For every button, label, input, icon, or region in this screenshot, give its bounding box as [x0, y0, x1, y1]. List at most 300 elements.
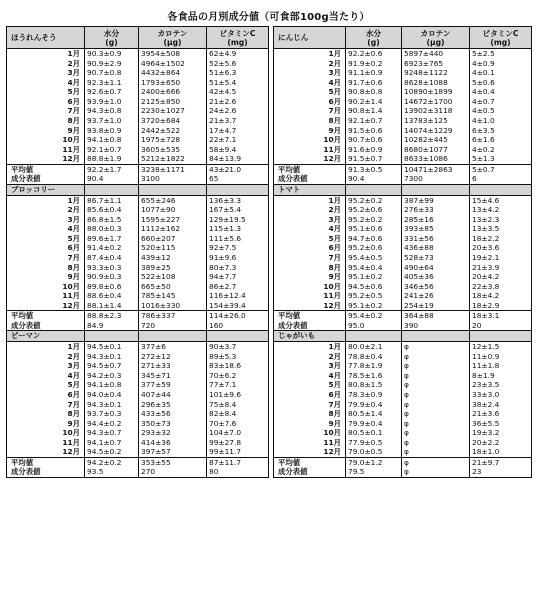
- table-cell: 24±2.6: [207, 106, 269, 116]
- composition-cell: 23: [470, 467, 532, 477]
- food-header-row: [7, 331, 269, 342]
- table-cell: 91.7±0.6: [346, 78, 402, 88]
- month-label: 2月: [67, 351, 80, 361]
- table-cell: 92.1±0.7: [85, 145, 139, 155]
- table-row: [274, 409, 532, 419]
- table-cell: 11±0.9: [470, 352, 532, 362]
- table-row: [274, 49, 532, 59]
- table-cell: 393±85: [402, 224, 470, 234]
- month-label: 12月: [323, 154, 341, 164]
- table-cell: 92.2±0.6: [346, 49, 402, 59]
- month-label: 10月: [323, 428, 341, 438]
- table-cell: 88.0±0.3: [85, 224, 139, 234]
- table-row: [7, 195, 269, 205]
- table-cell: 6923±765: [402, 58, 470, 68]
- table-cell: 21±2.6: [207, 97, 269, 107]
- table-cell: 89.8±0.6: [85, 282, 139, 292]
- table-cell: 90.8±1.4: [346, 106, 402, 116]
- average-row: [7, 311, 269, 321]
- table-row: [274, 106, 532, 116]
- table-cell: 439±12: [139, 253, 207, 263]
- table-cell: 1112±162: [139, 224, 207, 234]
- average-cell: 114±26.0: [207, 311, 269, 321]
- table-cell: 95.4±0.5: [346, 253, 402, 263]
- average-label: 平均値: [7, 457, 85, 467]
- average-cell: 5±0.7: [470, 164, 532, 174]
- table-cell: 23±3.5: [470, 380, 532, 390]
- table-row: [7, 205, 269, 215]
- food-name: ピーマン: [7, 331, 85, 342]
- composition-cell: φ: [402, 467, 470, 477]
- table-row: [274, 215, 532, 225]
- column-header: [346, 27, 402, 49]
- table-cell: 91.9±0.2: [346, 58, 402, 68]
- table-row: [274, 301, 532, 311]
- table-cell: 99±11.7: [207, 447, 269, 457]
- table-cell: 397±57: [139, 447, 207, 457]
- composition-cell: 80: [207, 467, 269, 477]
- table-cell: 94.3±0.1: [85, 352, 139, 362]
- table-cell: 5212±1822: [139, 154, 207, 164]
- table-cell: 377±59: [139, 380, 207, 390]
- month-label: 9月: [67, 125, 80, 135]
- table-cell: φ: [402, 361, 470, 371]
- table-row: [274, 447, 532, 457]
- table-cell: 2442±522: [139, 126, 207, 136]
- table-cell: 84±13.9: [207, 154, 269, 164]
- month-label: 2月: [67, 58, 80, 68]
- table-cell: 92±7.5: [207, 243, 269, 253]
- table-cell: 2125±850: [139, 97, 207, 107]
- composition-row: [274, 321, 532, 331]
- table-cell: 62±4.9: [207, 49, 269, 59]
- month-label: 5月: [328, 233, 341, 243]
- table-cell: 4±0.5: [470, 106, 532, 116]
- table-cell: 19±2.1: [470, 253, 532, 263]
- table-row: [274, 224, 532, 234]
- table-row: [274, 58, 532, 68]
- table-cell: 14672±1700: [402, 97, 470, 107]
- table-cell: 95.2±0.2: [346, 215, 402, 225]
- month-label: 9月: [328, 125, 341, 135]
- month-label: 6月: [67, 96, 80, 106]
- composition-cell: 65: [207, 174, 269, 184]
- table-cell: 154±39.4: [207, 301, 269, 311]
- table-row: [274, 390, 532, 400]
- table-cell: 13902±3118: [402, 106, 470, 116]
- table-cell: 345±71: [139, 371, 207, 381]
- month-label: 12月: [62, 447, 80, 457]
- table-cell: 95.2±0.6: [346, 243, 402, 253]
- month-label: 7月: [328, 106, 341, 116]
- table-cell: 91.6±0.9: [346, 145, 402, 155]
- column-header: [346, 331, 402, 342]
- table-cell: 13±4.2: [470, 205, 532, 215]
- table-row: [274, 154, 532, 164]
- table-cell: 377±6: [139, 342, 207, 352]
- month-label: 4月: [67, 77, 80, 87]
- composition-cell: 720: [139, 321, 207, 331]
- column-header: [402, 27, 470, 49]
- table-row: [7, 145, 269, 155]
- column-header-label: カロテン: [420, 28, 451, 38]
- table-row: [7, 419, 269, 429]
- table-cell: 94.3±0.1: [85, 400, 139, 410]
- table-cell: 90.7±0.8: [85, 68, 139, 78]
- table-cell: 8680±1077: [402, 145, 470, 155]
- table-cell: 93.3±0.3: [85, 263, 139, 273]
- table-cell: 167±5.4: [207, 205, 269, 215]
- table-row: [274, 68, 532, 78]
- table-cell: 111±5.6: [207, 234, 269, 244]
- month-label: 8月: [328, 262, 341, 272]
- month-label: 11月: [323, 144, 341, 154]
- column-header-unit: (μg): [163, 37, 182, 47]
- average-row: [274, 311, 532, 321]
- table-row: [7, 215, 269, 225]
- month-label: 11月: [323, 291, 341, 301]
- table-row: [7, 78, 269, 88]
- month-label: 1月: [328, 195, 341, 205]
- table-row: [7, 49, 269, 59]
- column-header-unit: (g): [105, 37, 118, 47]
- composition-cell: 79.5: [346, 467, 402, 477]
- table-cell: φ: [402, 342, 470, 352]
- table-cell: 94±7.7: [207, 272, 269, 282]
- table-row: [274, 234, 532, 244]
- column-header: [139, 184, 207, 195]
- column-header: [207, 331, 269, 342]
- table-cell: 254±19: [402, 301, 470, 311]
- table-cell: 33±3.0: [470, 390, 532, 400]
- column-header: [85, 27, 139, 49]
- average-cell: 21±9.7: [470, 457, 532, 467]
- table-row: [274, 291, 532, 301]
- composition-cell: 90.4: [85, 174, 139, 184]
- table-cell: 405±36: [402, 272, 470, 282]
- table-cell: 528±73: [402, 253, 470, 263]
- table-row: [7, 135, 269, 145]
- table-cell: 665±50: [139, 282, 207, 292]
- average-row: [7, 457, 269, 467]
- table-cell: 90±3.7: [207, 342, 269, 352]
- table-cell: 80.5±0.1: [346, 428, 402, 438]
- month-label: 8月: [67, 116, 80, 126]
- table-cell: 18±1.0: [470, 447, 532, 457]
- table-cell: 522±108: [139, 272, 207, 282]
- table-cell: 436±88: [402, 243, 470, 253]
- month-label: 12月: [323, 300, 341, 310]
- table-row: [7, 438, 269, 448]
- table-cell: 21±3.6: [470, 409, 532, 419]
- table-cell: 115±1.3: [207, 224, 269, 234]
- table-cell: 116±12.4: [207, 291, 269, 301]
- table-row: [7, 243, 269, 253]
- table-row: [274, 78, 532, 88]
- table-cell: 4±0.7: [470, 97, 532, 107]
- column-header: [85, 184, 139, 195]
- average-cell: 95.4±0.2: [346, 311, 402, 321]
- table-cell: φ: [402, 409, 470, 419]
- table-cell: 90.9±2.9: [85, 58, 139, 68]
- table-cell: 1016±330: [139, 301, 207, 311]
- table-cell: φ: [402, 371, 470, 381]
- table-cell: 91.5±0.6: [346, 126, 402, 136]
- table-cell: φ: [402, 400, 470, 410]
- table-cell: 129±19.5: [207, 215, 269, 225]
- food-header-row: [274, 331, 532, 342]
- table-cell: 77±7.1: [207, 380, 269, 390]
- composition-label: 成分表値: [11, 320, 41, 330]
- column-header: [85, 331, 139, 342]
- month-label: 5月: [328, 380, 341, 390]
- month-label: 11月: [62, 291, 80, 301]
- table-cell: 78.8±0.4: [346, 352, 402, 362]
- table-cell: 4432±864: [139, 68, 207, 78]
- food-name: ほうれんそう: [7, 27, 85, 49]
- table-row: [7, 282, 269, 292]
- table-cell: 93.7±1.0: [85, 116, 139, 126]
- table-row: [274, 253, 532, 263]
- table-cell: 655±246: [139, 195, 207, 205]
- table-cell: 80.8±1.5: [346, 380, 402, 390]
- table-cell: 12±1.5: [470, 342, 532, 352]
- month-label: 1月: [67, 195, 80, 205]
- table-cell: 20±3.6: [470, 243, 532, 253]
- table-row: [7, 390, 269, 400]
- table-row: [7, 154, 269, 164]
- composition-cell: 7300: [402, 174, 470, 184]
- table-row: [7, 400, 269, 410]
- table-cell: 414±36: [139, 438, 207, 448]
- table-cell: 285±16: [402, 215, 470, 225]
- month-label: 4月: [328, 370, 341, 380]
- table-cell: 91.4±0.2: [85, 243, 139, 253]
- table-cell: 90.2±1.4: [346, 97, 402, 107]
- column-header: [470, 27, 532, 49]
- table-cell: 92.3±1.1: [85, 78, 139, 88]
- month-label: 1月: [328, 49, 341, 58]
- month-label: 11月: [323, 437, 341, 447]
- month-label: 4月: [67, 224, 80, 234]
- month-label: 2月: [328, 205, 341, 215]
- table-cell: 1793±650: [139, 78, 207, 88]
- table-cell: 86.7±1.1: [85, 195, 139, 205]
- table-row: [7, 58, 269, 68]
- average-label: 平均値: [7, 311, 85, 321]
- month-label: 5月: [67, 87, 80, 97]
- table-row: [274, 205, 532, 215]
- table-cell: 15±4.6: [470, 195, 532, 205]
- table-cell: 21±3.7: [207, 116, 269, 126]
- month-label: 6月: [328, 96, 341, 106]
- table-row: [274, 428, 532, 438]
- table-row: [274, 361, 532, 371]
- table-cell: 490±64: [402, 263, 470, 273]
- average-row: [274, 164, 532, 174]
- month-label: 1月: [67, 342, 80, 352]
- table-cell: 90.3±0.9: [85, 49, 139, 59]
- composition-cell: 6: [470, 174, 532, 184]
- average-cell: 94.2±0.2: [85, 457, 139, 467]
- table-row: [7, 224, 269, 234]
- composition-label: 成分表値: [11, 467, 41, 477]
- table-cell: 350±73: [139, 419, 207, 429]
- column-header-unit: (μg): [426, 37, 445, 47]
- table-row: [274, 371, 532, 381]
- month-label: 10月: [62, 135, 80, 145]
- table-cell: 3954±508: [139, 49, 207, 59]
- table-cell: 93.8±0.9: [85, 126, 139, 136]
- table-cell: 88.8±1.9: [85, 154, 139, 164]
- food-header-row: [274, 184, 532, 195]
- month-label: 6月: [67, 390, 80, 399]
- table-cell: 101±9.6: [207, 390, 269, 400]
- table-cell: 20±4.2: [470, 272, 532, 282]
- composition-cell: 20: [470, 321, 532, 331]
- average-cell: 43±21.0: [207, 164, 269, 174]
- table-cell: 293±32: [139, 428, 207, 438]
- table-cell: 1595±227: [139, 215, 207, 225]
- table-cell: 88.1±1.4: [85, 301, 139, 311]
- table-cell: 18±4.2: [470, 291, 532, 301]
- table-cell: 90.7±0.6: [346, 135, 402, 145]
- table-cell: 14074±1229: [402, 126, 470, 136]
- table-cell: 2400±666: [139, 87, 207, 97]
- table-cell: 4±0.9: [470, 58, 532, 68]
- table-row: [274, 272, 532, 282]
- table-cell: 94.4±0.2: [85, 419, 139, 429]
- column-header: [402, 331, 470, 342]
- table-cell: 51±6.3: [207, 68, 269, 78]
- table-cell: 241±26: [402, 291, 470, 301]
- table-cell: 94.1±0.8: [85, 380, 139, 390]
- table-cell: 95.1±0.6: [346, 224, 402, 234]
- table-cell: 271±33: [139, 361, 207, 371]
- table-cell: 77.8±1.9: [346, 361, 402, 371]
- nutrient-table-right: [273, 26, 532, 478]
- table-cell: 18±2.2: [470, 234, 532, 244]
- table-cell: φ: [402, 419, 470, 429]
- table-cell: 2230±1027: [139, 106, 207, 116]
- table-cell: 13783±125: [402, 116, 470, 126]
- table-cell: 4±0.2: [470, 145, 532, 155]
- month-label: 10月: [62, 428, 80, 438]
- table-cell: 90.8±0.8: [346, 87, 402, 97]
- table-row: [7, 380, 269, 390]
- column-header-unit: (mg): [490, 37, 511, 47]
- table-cell: 89.6±1.7: [85, 234, 139, 244]
- month-label: 11月: [62, 144, 80, 154]
- month-label: 5月: [67, 380, 80, 390]
- table-cell: 22±3.8: [470, 282, 532, 292]
- month-label: 12月: [323, 447, 341, 457]
- table-cell: 407±44: [139, 390, 207, 400]
- table-row: [7, 301, 269, 311]
- average-cell: 18±3.1: [470, 311, 532, 321]
- table-row: [274, 282, 532, 292]
- table-row: [7, 97, 269, 107]
- food-name: ブロッコリー: [7, 184, 85, 195]
- table-cell: 3605±535: [139, 145, 207, 155]
- month-label: 9月: [328, 418, 341, 428]
- table-cell: 346±56: [402, 282, 470, 292]
- column-header-label: ビタミンC: [482, 28, 519, 38]
- table-cell: 660±207: [139, 234, 207, 244]
- table-cell: 92.6±0.7: [85, 87, 139, 97]
- food-name: トマト: [274, 184, 346, 195]
- table-row: [7, 361, 269, 371]
- composition-row: [7, 321, 269, 331]
- month-label: 6月: [328, 390, 341, 399]
- composition-cell: 270: [139, 467, 207, 477]
- table-cell: 77.9±0.5: [346, 438, 402, 448]
- table-cell: 94.7±0.6: [346, 234, 402, 244]
- table-row: [7, 291, 269, 301]
- table-cell: 79.9±0.4: [346, 419, 402, 429]
- month-label: 8月: [67, 262, 80, 272]
- table-row: [7, 409, 269, 419]
- table-cell: 10282±445: [402, 135, 470, 145]
- table-row: [274, 97, 532, 107]
- composition-cell: 93.5: [85, 467, 139, 477]
- table-row: [274, 400, 532, 410]
- table-cell: 95.1±0.2: [346, 301, 402, 311]
- composition-row: [274, 467, 532, 477]
- food-name: じゃがいも: [274, 331, 346, 342]
- table-row: [274, 438, 532, 448]
- average-cell: 87±11.7: [207, 457, 269, 467]
- column-header: [402, 184, 470, 195]
- table-cell: 58±9.4: [207, 145, 269, 155]
- table-row: [274, 263, 532, 273]
- table-cell: 389±25: [139, 263, 207, 273]
- table-cell: 6±3.5: [470, 126, 532, 136]
- table-cell: 87.4±0.4: [85, 253, 139, 263]
- table-cell: 51±5.4: [207, 78, 269, 88]
- average-cell: 88.8±2.3: [85, 311, 139, 321]
- average-cell: 3238±1171: [139, 164, 207, 174]
- table-cell: 18±2.9: [470, 301, 532, 311]
- table-cell: 94.3±0.8: [85, 106, 139, 116]
- table-cell: 85.6±0.4: [85, 205, 139, 215]
- food-name: にんじん: [274, 27, 346, 49]
- table-cell: 21±3.9: [470, 263, 532, 273]
- average-cell: 79.0±1.2: [346, 457, 402, 467]
- table-cell: φ: [402, 352, 470, 362]
- table-row: [274, 116, 532, 126]
- table-cell: 13±2.3: [470, 215, 532, 225]
- table-row: [7, 116, 269, 126]
- table-cell: 11±1.8: [470, 361, 532, 371]
- composition-cell: 84.9: [85, 321, 139, 331]
- table-row: [7, 447, 269, 457]
- table-cell: 93.7±0.3: [85, 409, 139, 419]
- composition-cell: 160: [207, 321, 269, 331]
- composition-cell: 95.0: [346, 321, 402, 331]
- table-cell: 94.2±0.3: [85, 371, 139, 381]
- composition-label: 成分表値: [11, 174, 41, 184]
- column-header-label: 水分: [103, 28, 120, 38]
- table-cell: 136±3.3: [207, 195, 269, 205]
- table-cell: 520±115: [139, 243, 207, 253]
- table-cell: 5±0.6: [470, 78, 532, 88]
- table-cell: 91.1±0.9: [346, 68, 402, 78]
- table-cell: 4±1.0: [470, 116, 532, 126]
- table-cell: 8633±1086: [402, 154, 470, 164]
- table-cell: 80.0±2.1: [346, 342, 402, 352]
- month-label: 8月: [328, 116, 341, 126]
